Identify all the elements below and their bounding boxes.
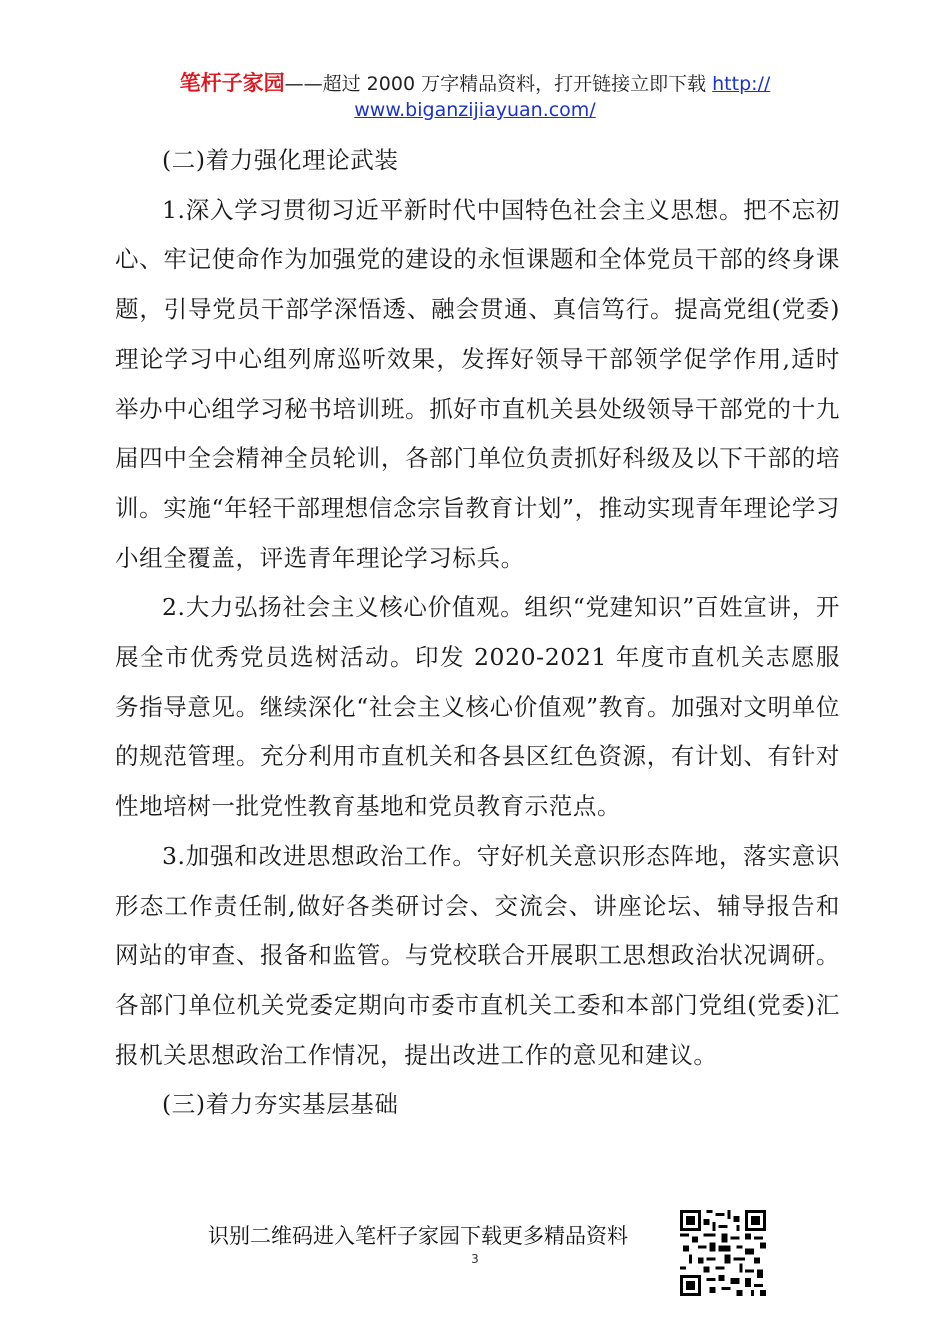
brand-name: 笔杆子家园 — [179, 71, 285, 95]
header-tagline: ——超过 2000 万字精品资料，打开链接立即下载 — [284, 73, 713, 95]
paragraph-3: 3.加强和改进思想政治工作。守好机关意识形态阵地，落实意识形态工作责任制,做好各类研讨会、交流会、讲座论坛、辅导报告和网站的审查、报备和监管。与党校联合开展职工思想政治状况调研。各部门单位机关党委定期向市委市直机关工委和本部门党组(党委)汇报机关思想政治工作情况，提出改进工作的意见和建议。 — [115, 841, 841, 1069]
section-heading-3: (三)着力夯实基层基础 — [162, 1090, 399, 1119]
page-number: 3 — [471, 1252, 479, 1266]
qr-code-icon[interactable] — [680, 1210, 766, 1296]
document-body — [115, 136, 840, 1130]
qr-caption: 识别二维码进入笔杆子家园下载更多精品资料 — [208, 1224, 628, 1248]
header-link-part2[interactable]: www.biganzijiayuan.com/ — [354, 99, 596, 121]
paragraph-1: 1.深入学习贯彻习近平新时代中国特色社会主义思想。把不忘初心、牢记使命作为加强党的建设的永恒课题和全体党员干部的终身课题，引导党员干部学深悟透、融会贯通、真信笃行。提高党组(党委)理论学习中心组列席巡听效果，发挥好领导干部领学促学作用,适时举办中心组学习秘书培训班。抓好市直机关县处级领导干部党的十九届四中全会精神全员轮训，各部门单位负责抓好科级及以下干部的培训。实施“年轻干部理想信念宗旨教育计划”，推动实现青年理论学习小组全覆盖，评选青年理论学习标兵。 — [115, 195, 840, 572]
section-heading-2: (二)着力强化理论武装 — [162, 146, 399, 174]
page-header — [0, 70, 950, 123]
header-link-part1[interactable]: http:// — [712, 73, 771, 95]
paragraph-2: 2.大力弘扬社会主义核心价值观。组织“党建知识”百姓宣讲，开展全市优秀党员选树活动。印发 2020-2021 年度市直机关志愿服务指导意见。继续深化“社会主义核心价值观”教育。加强对文明单位的规范管理。充分利用市直机关和各县区红色资源，有计划、有针对性地培树一批党性教育基地和党员教育示范点。 — [115, 593, 840, 821]
